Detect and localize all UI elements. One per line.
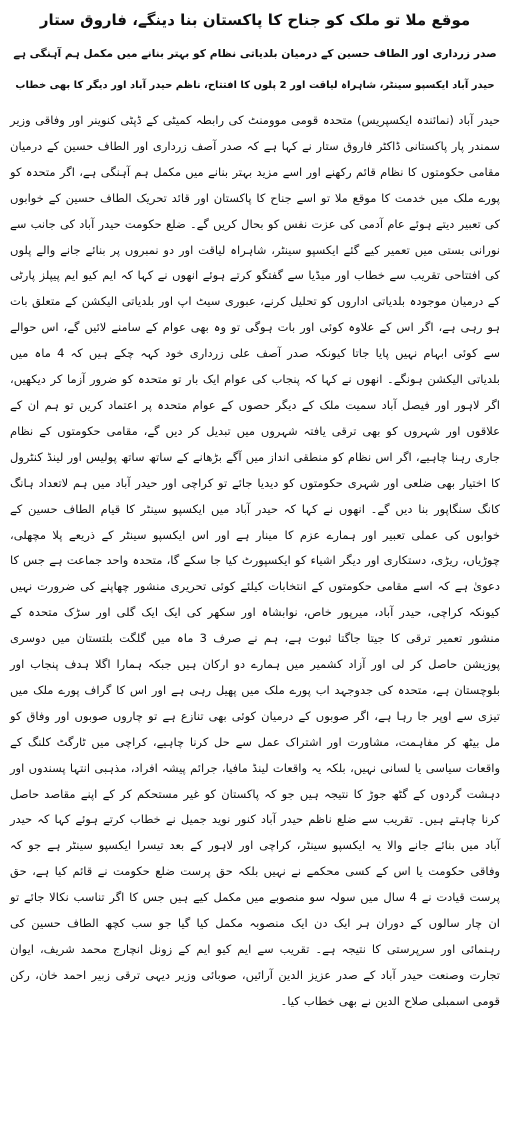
headline: موقع ملا تو ملک کو جناح کا پاکستان بنا دینگے، فاروق ستار <box>39 11 471 29</box>
subheadline-1: صدر زرداری اور الطاف حسین کے درمیان بلدیاتی نظام کو بہتر بنانے میں مکمل ہم آہنگی ہے <box>13 47 497 60</box>
article-body: حیدر آباد (نمائندہ ایکسپریس) متحدہ قومی موومنٹ کی رابطہ کمیٹی کے ڈپٹی کنوینر اور وفاقی وزیر سمندر پار پاکستانی ڈاکٹر فاروق ستار نے کہا ہے کہ صدر آصف زرداری اور الطاف حسین کے درمیان مقامی حکومتوں کا نظام قائم رکھنے اور اسے مزید بہتر بنانے میں مکمل ہم آہنگی ہے، اگر متحدہ کو پورے ملک میں خدمت کا موقع ملا تو اسے جناح کا پاکستان اور قائد تحریک الطاف حسین کے خوابوں کی تعبیر دیتے ہوئے عام آدمی کی عزت نفس کو بحال کریں گے۔ ضلع حکومت حیدر آباد کی جانب سے نورانی بستی میں تعمیر کیے گئے ایکسپو سینٹر، شاہراہ لیاقت اور دو نمبروں پر بنائے جانے والے پلوں کی افتتاحی تقریب سے خطاب اور میڈیا سے گفتگو کرتے ہوئے انھوں نے کہا کہ ایم کیو ایم پیپلز پارٹی کے درمیان موجودہ بلدیاتی اداروں کو تحلیل کرنے، عبوری سیٹ اپ اور بلدیاتی الیکشن کے متعلق بات ہو رہی ہے، اگر اس کے علاوہ کوئی اور بات ہوگی تو وہ بھی عوام کے سامنے لائیں گے، اس حوالے سے کوئی ابہام نہیں پایا جاتا کیونکہ صدر آصف علی زرداری خود کہہ چکے ہیں کہ 4 ماہ میں بلدیاتی الیکشن ہونگے۔ انھوں نے کہا کہ پنجاب کی عوام ایک بار تو متحدہ کو ضرور آزما کر دیکھیں، اگر لاہور اور فیصل آباد سمیت ملک کے دیگر حصوں کے عوام متحدہ پر اعتماد کریں تو ہم ان کے علاقوں اور شہروں کو بھی ترقی یافتہ شہروں میں تبدیل کر دیں گے، مقامی حکومتوں کے نظام جاری رہنا چاہیے، اگر اس نظام کو منطقی انداز میں آگے بڑھانے کے ساتھ ساتھ پولیس اور لینڈ کنٹرول کا اختیار بھی ضلعی اور شہری حکومتوں کو دیدیا جائے تو کراچی اور حیدر آباد میں ہم لاتعداد ہانگ کانگ سنگاپور بنا دیں گے۔ انھوں نے کہا کہ حیدر آباد میں ایکسپو سینٹر کا قیام الطاف حسین کے خوابوں کی عملی تعبیر اور ہمارے عزم کا مینار ہے اور اس ایکسپو سینٹر کے ذریعے پلا مچھلی، چوڑیاں، ریڑی، دستکاری اور دیگر اشیاء کو ایکسپورٹ کیا جا سکے گا، متحدہ واحد جماعت ہے جس کا دعویٰ ہے کہ اسے مقامی حکومتوں کے انتخابات کیلئے کوئی تحریری منشور چھاپنے کی ضرورت نہیں کیونکہ کراچی، حیدر آباد، میرپور خاص، نوابشاہ اور سکھر کی ایک ایک گلی اور سڑک متحدہ کے منشور تعمیر ترقی کا جیتا جاگتا ثبوت ہے، ہم نے صرف 3 ماہ میں گلگت بلتستان میں دوسری پوزیشن حاصل کر لی اور آزاد کشمیر میں ہمارے دو ارکان ہیں جبکہ ہمارا اگلا ہدف پنجاب اور بلوچستان ہے، متحدہ کی جدوجہد اب پورے ملک میں پھیل رہی ہے اور اس کا گراف پورے ملک میں تیزی سے اوپر جا رہا ہے، اگر صوبوں کے درمیان کوئی بھی تنازع ہے تو چاروں صوبوں اور وفاق کو مل بیٹھ کر مفاہمت، مشاورت اور اشتراک عمل سے حل کرنا چاہیے، کراچی میں ٹارگٹ کلنگ کے واقعات سیاسی یا لسانی نہیں، بلکہ یہ واقعات لینڈ مافیا، جرائم پیشہ افراد، مذہبی انتہا پسندوں اور دہشت گردوں کے گٹھ جوڑ کا نتیجہ ہیں جو کہ پاکستان کو غیر مستحکم کر کے اپنے مقاصد حاصل کرنا چاہتے ہیں۔ تقریب سے ضلع ناظم حیدر آباد کنور نوید جمیل نے خطاب کرتے ہوئے کہا کہ حیدر آباد میں بنائے جانے والا یہ ایکسپو سینٹر، کراچی اور لاہور کے بعد تیسرا ایکسپو سینٹر ہے جو کہ وفاقی حکومت یا اس کے کسی محکمے نے نہیں بلکہ حق پرست ضلع حکومت نے قائم کیا ہے، حق پرست قیادت نے 4 سال میں سولہ سو منصوبے میں مکمل کیے ہیں جس کا اگر تناسب نکالا جائے تو ان چار سالوں کے دوران ہر ایک دن ایک منصوبہ مکمل کیا گیا جو سب کچھ الطاف حسین کی رہنمائی اور سرپرستی کا نتیجہ ہے۔ تقریب سے ایم کیو ایم کے زونل انچارج محمد شریف، ایوان تجارت وصنعت حیدر آباد کے صدر عزیز الدین آرائیں، صوبائی وزیر دیہی ترقی زبیر احمد خان، رکن قومی اسمبلی صلاح الدین نے بھی خطاب کیا۔ <box>10 113 500 1008</box>
subheadline-2: حیدر آباد ایکسپو سینٹر، شاہراہ لیاقت اور 2 پلوں کا افتتاح، ناظم حیدر آباد اور دیگر کا بھی خطاب <box>15 80 495 91</box>
